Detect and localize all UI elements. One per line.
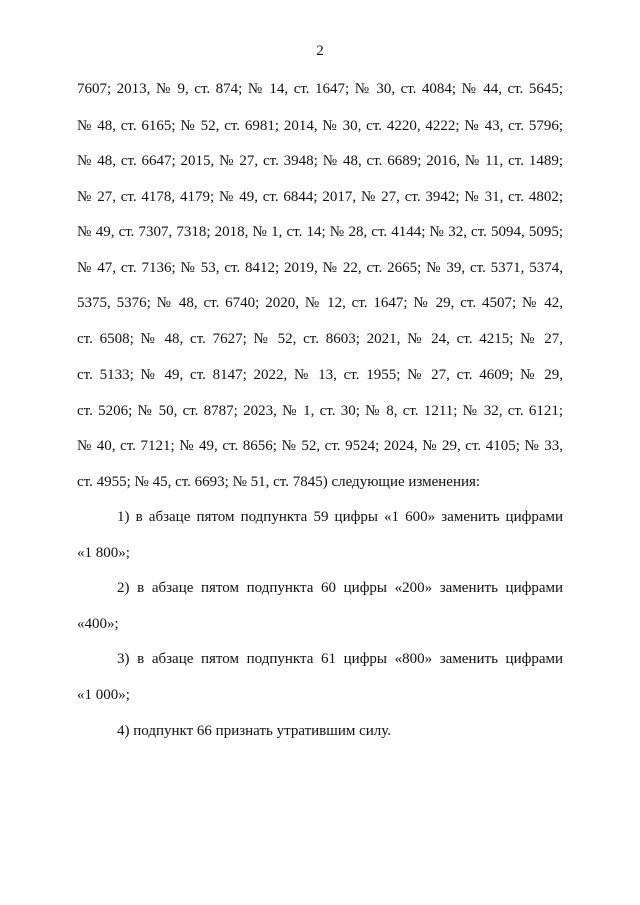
item-text-line: 4) подпункт 66 признать утратившим силу. xyxy=(117,723,392,739)
item-text-line: 1) в абзаце пятом подпункта 59 цифры «1 600» заменить цифрами xyxy=(117,509,563,525)
text-line: ст. 5206; № 50, ст. 8787; 2023, № 1, ст. 30; № 8, ст. 1211; № 32, ст. 6121; xyxy=(77,403,563,419)
item-text-line: 3) в абзаце пятом подпункта 61 цифры «800» заменить цифрами xyxy=(117,651,563,667)
text-line: № 49, ст. 7307, 7318; 2018, № 1, ст. 14; № 28, ст. 4144; № 32, ст. 5094, 5095; xyxy=(77,224,563,240)
text-line: ст. 6508; № 48, ст. 7627; № 52, ст. 8603; 2021, № 24, ст. 4215; № 27, xyxy=(77,331,563,347)
text-line: 5375, 5376; № 48, ст. 6740; 2020, № 12, ст. 1647; № 29, ст. 4507; № 42, xyxy=(77,295,563,311)
page-number: 2 xyxy=(316,43,324,59)
text-line: № 47, ст. 7136; № 53, ст. 8412; 2019, № 22, ст. 2665; № 39, ст. 5371, 5374, xyxy=(77,260,563,276)
item-text-line: «1 000»; xyxy=(77,687,130,703)
text-line: № 40, ст. 7121; № 49, ст. 8656; № 52, ст. 9524; 2024, № 29, ст. 4105; № 33, xyxy=(77,438,563,454)
text-line: ст. 5133; № 49, ст. 8147; 2022, № 13, ст. 1955; № 27, ст. 4609; № 29, xyxy=(77,367,563,383)
item-text-line: «1 800»; xyxy=(77,545,130,561)
item-text-line: «400»; xyxy=(77,616,119,632)
item-text-line: 2) в абзаце пятом подпункта 60 цифры «200» заменить цифрами xyxy=(117,580,563,596)
text-line: № 48, ст. 6647; 2015, № 27, ст. 3948; № 48, ст. 6689; 2016, № 11, ст. 1489; xyxy=(77,153,563,169)
text-line: № 48, ст. 6165; № 52, ст. 6981; 2014, № 30, ст. 4220, 4222; № 43, ст. 5796; xyxy=(77,118,563,134)
text-line: 7607; 2013, № 9, ст. 874; № 14, ст. 1647; № 30, ст. 4084; № 44, ст. 5645; xyxy=(77,81,563,97)
text-line: № 27, ст. 4178, 4179; № 49, ст. 6844; 2017, № 27, ст. 3942; № 31, ст. 4802; xyxy=(77,189,563,205)
text-line: ст. 4955; № 45, ст. 6693; № 51, ст. 7845) следующие изменения: xyxy=(77,474,481,490)
